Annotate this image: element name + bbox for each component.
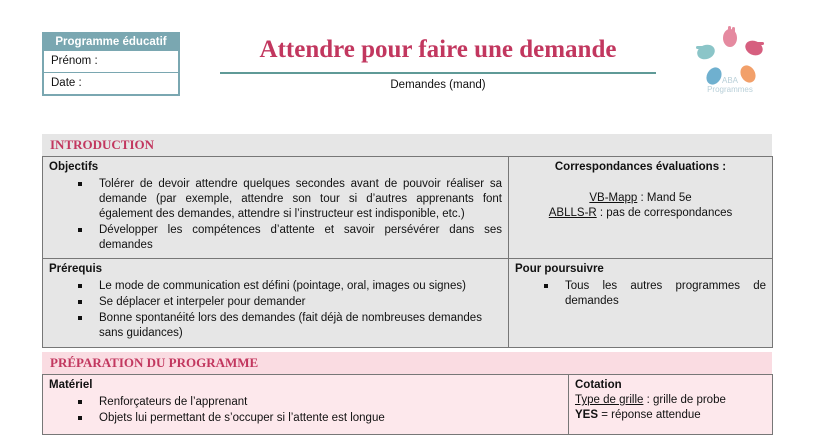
objectifs-cell — [43, 157, 509, 259]
poursuivre-cell — [509, 259, 773, 348]
poursuivre-list — [515, 279, 766, 309]
list-item: Tolérer de devoir attendre quelques secondes avant de pouvoir réaliser sa demande (par exemple, attendre son tour si d’autres apprenants font également des demandes, attendre si l’instructeur est indisponible, etc.) — [99, 178, 502, 220]
introduction-table — [42, 156, 773, 348]
introduction-section — [42, 134, 772, 348]
vbmapp-label: VB-Mapp — [589, 192, 638, 204]
date-field[interactable]: Date : — [44, 72, 178, 94]
preparation-section — [42, 352, 772, 435]
logo-text — [690, 76, 770, 94]
ablls-label: ABLLS-R — [548, 207, 597, 219]
hand-rose-icon — [743, 38, 765, 58]
introduction-heading: INTRODUCTION — [42, 134, 772, 156]
prerequis-title: Prérequis — [49, 263, 103, 275]
list-item: Le mode de communication est défini (pointage, oral, images ou signes) — [99, 279, 502, 294]
student-info-box — [42, 32, 180, 96]
yes-value: = réponse attendue — [598, 409, 701, 421]
poursuivre-title: Pour poursuivre — [515, 263, 604, 275]
list-item: Développer les compétences d’attente et savoir persévérer dans ses demandes — [99, 224, 502, 251]
yes-line — [575, 408, 766, 423]
vbmapp-line — [515, 191, 766, 206]
table-row — [43, 157, 773, 259]
correspondances-title: Correspondances évaluations : — [554, 161, 727, 173]
objectifs-title: Objectifs — [49, 161, 99, 173]
list-item: Tous les autres programmes de demandes — [565, 280, 766, 307]
materiel-title: Matériel — [49, 379, 93, 391]
logo-text-programmes: Programmes — [707, 85, 753, 94]
hand-teal-icon — [695, 42, 717, 61]
vbmapp-value: : Mand 5e — [637, 192, 692, 204]
hand-pink-icon — [723, 26, 737, 47]
cotation-title: Cotation — [575, 379, 622, 391]
table-row — [43, 259, 773, 348]
list-item: Bonne spontanéité lors des demandes (fait déjà de nombreuses demandes sans guidances) — [99, 311, 502, 341]
correspondances-cell — [509, 157, 773, 259]
preparation-heading: PRÉPARATION DU PROGRAMME — [42, 352, 772, 374]
ablls-line — [515, 206, 766, 221]
ablls-value: : pas de correspondances — [596, 207, 733, 219]
title-divider — [220, 72, 656, 74]
grid-type-label: Type de grille — [575, 394, 644, 406]
list-item: Renforçateurs de l’apprenant — [99, 395, 562, 410]
grid-type-line — [575, 393, 766, 408]
page-subtitle: Demandes (mand) — [390, 79, 486, 91]
objectifs-list — [49, 177, 502, 253]
list-item: Objets lui permettant de s’occuper si l’attente est longue — [99, 411, 562, 426]
prerequis-list — [49, 279, 502, 341]
info-box-header: Programme éducatif — [44, 34, 178, 51]
page-title: Attendre pour faire une demande — [259, 36, 617, 63]
prenom-field[interactable]: Prénom : — [51, 55, 98, 67]
logo-text-aba: ABA — [721, 76, 738, 85]
yes-label: YES — [575, 409, 599, 421]
prerequis-cell — [43, 259, 509, 348]
grid-type-value: : grille de probe — [643, 394, 726, 406]
list-item: Se déplacer et interpeler pour demander — [99, 295, 502, 310]
materiel-list — [49, 395, 562, 426]
